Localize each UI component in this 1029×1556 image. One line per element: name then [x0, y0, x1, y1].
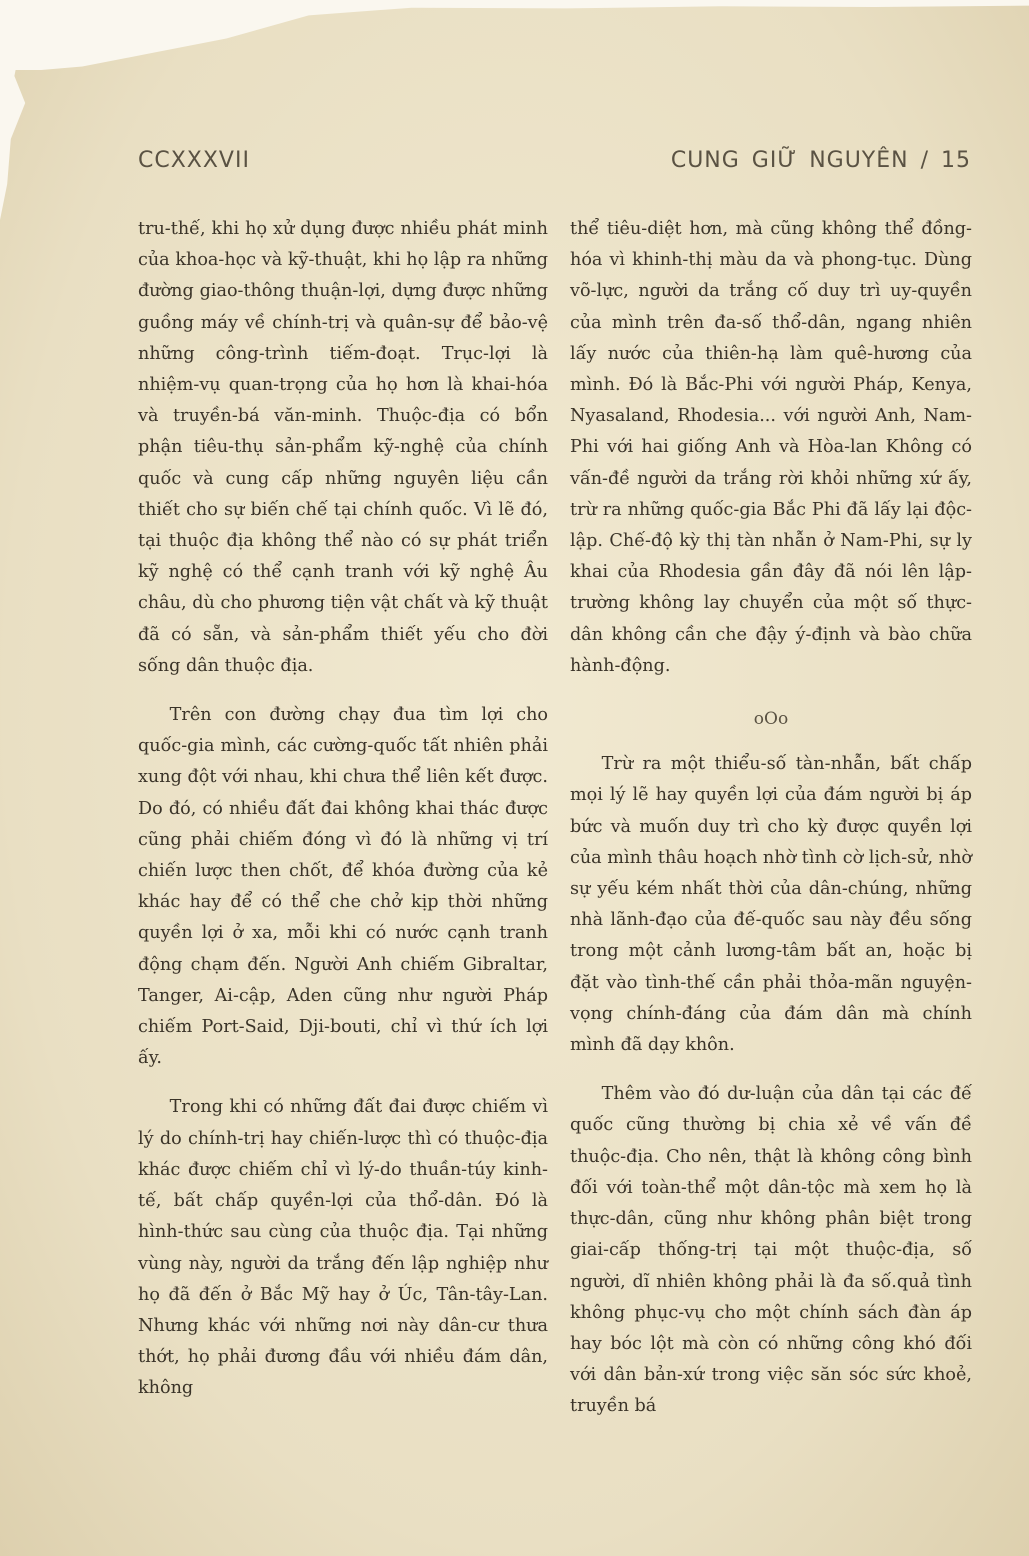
page-title-and-number: CUNG GIỮ NGUYÊN / 15: [670, 148, 971, 173]
section-separator: oOo: [753, 709, 789, 730]
running-header: [138, 148, 971, 182]
paragraph: Trên con đường chạy đua tìm lợi cho quốc-gia mình, các cường-quốc tất nhiên phải xung đột với nhau, khi chưa thể liên kết được. Do đó, có nhiều đất đai không khai thác được cũng phải chiếm đóng vì đó là những vị trí chiến lược then chốt, để khóa đường của kẻ khác hay để có thể che chở kịp thời những quyền lợi ở xa, mỗi khi có nước cạnh tranh động chạm đến. Người Anh chiếm Gibraltar, Tanger, Ai-cập, Aden cũng như người Pháp chiếm Port-Said, Dji-bouti, chỉ vì thứ ích lợi ấy.: [138, 705, 548, 1069]
paragraph: Thêm vào đó dư-luận của dân tại các đế quốc cũng thường bị chia xẻ về vấn đề thuộc-địa. Cho nên, thật là không công bình đối với toàn-thể một dân-tộc mà xem họ là thực-dân, cũng như không phân biệt trong giai-cấp thống-trị tại một thuộc-địa, số người, dĩ nhiên không phải là đa số.quả tình không phục-vụ cho một chính sách đàn áp hay bóc lột mà còn có những công khó đối với dân bản-xứ trong việc săn sóc sức khoẻ, truyền bá: [570, 1084, 972, 1417]
left-column: [138, 214, 548, 1405]
right-column: [570, 214, 972, 1423]
paragraph: Trong khi có những đất đai được chiếm vì lý do chính-trị hay chiến-lược thì có thuộc-địa khác được chiếm chỉ vì lý-do thuần-túy kinh-tế, bất chấp quyền-lợi của thổ-dân. Đó là hình-thức sau cùng của thuộc địa. Tại những vùng này, người da trắng đến lập nghiệp như họ đã đến ở Bắc Mỹ hay ở Úc, Tân-tây-Lan. Nhưng khác với những nơi này dân-cư thưa thớt, họ phải đương đầu với nhiều đám dân, không: [138, 1097, 548, 1399]
paragraph: thể tiêu-diệt hơn, mà cũng không thể đồng-hóa vì khinh-thị màu da và phong-tục. Dùng võ-lực, người da trắng cố duy trì uy-quyền của mình trên đa-số thổ-dân, ngang nhiên lấy nước của thiên-hạ làm quê-hương của mình. Đó là Bắc-Phi với người Pháp, Kenya, Nyasaland, Rhodesia... với người Anh, Nam-Phi với hai giống Anh và Hòa-lan Không có vấn-đề người da trắng rời khỏi những xứ ấy, trừ ra những quốc-gia Bắc Phi đã lấy lại độc-lập. Chế-độ kỳ thị tàn nhẫn ở Nam-Phi, sự ly khai của Rhodesia gần đây đã nói lên lập-trường không lay chuyển của một số thực-dân không cần che đậy ý-định và bào chữa hành-động.: [570, 219, 972, 676]
paragraph: Trừ ra một thiểu-số tàn-nhẫn, bất chấp mọi lý lẽ hay quyền lợi của đám người bị áp bức và muốn duy trì cho kỳ được quyền lợi của mình thâu hoạch nhờ tình cờ lịch-sử, nhờ sự yếu kém nhất thời của dân-chúng, những nhà lãnh-đạo của đế-quốc sau này đều sống trong một cảnh lương-tâm bất an, hoặc bị đặt vào tình-thế cần phải thỏa-mãn nguyện-vọng chính-đáng của đám dân mà chính mình đã dạy khôn.: [570, 754, 972, 1056]
torn-top-edge: [0, 0, 1029, 70]
issue-number: CCXXXVII: [138, 148, 250, 173]
paragraph: tru-thế, khi họ xử dụng được nhiều phát minh của khoa-học và kỹ-thuật, khi họ lập ra những đường giao-thông thuận-lợi, dựng được những guồng máy về chính-trị và quân-sự để bảo-vệ những công-trình tiếm-đoạt. Trục-lợi là nhiệm-vụ quan-trọng của họ hơn là khai-hóa và truyền-bá văn-minh. Thuộc-địa có bổn phận tiêu-thụ sản-phẩm kỹ-nghệ của chính quốc và cung cấp những nguyên liệu cần thiết cho sự biến chế tại chính quốc. Vì lẽ đó, tại thuộc địa không thể nào có sự phát triển kỹ nghệ có thể cạnh tranh với kỹ nghệ Âu châu, dù cho phương tiện vật chất và kỹ thuật đã có sẵn, và sản-phẩm thiết yếu cho đời sống dân thuộc địa.: [138, 219, 548, 676]
